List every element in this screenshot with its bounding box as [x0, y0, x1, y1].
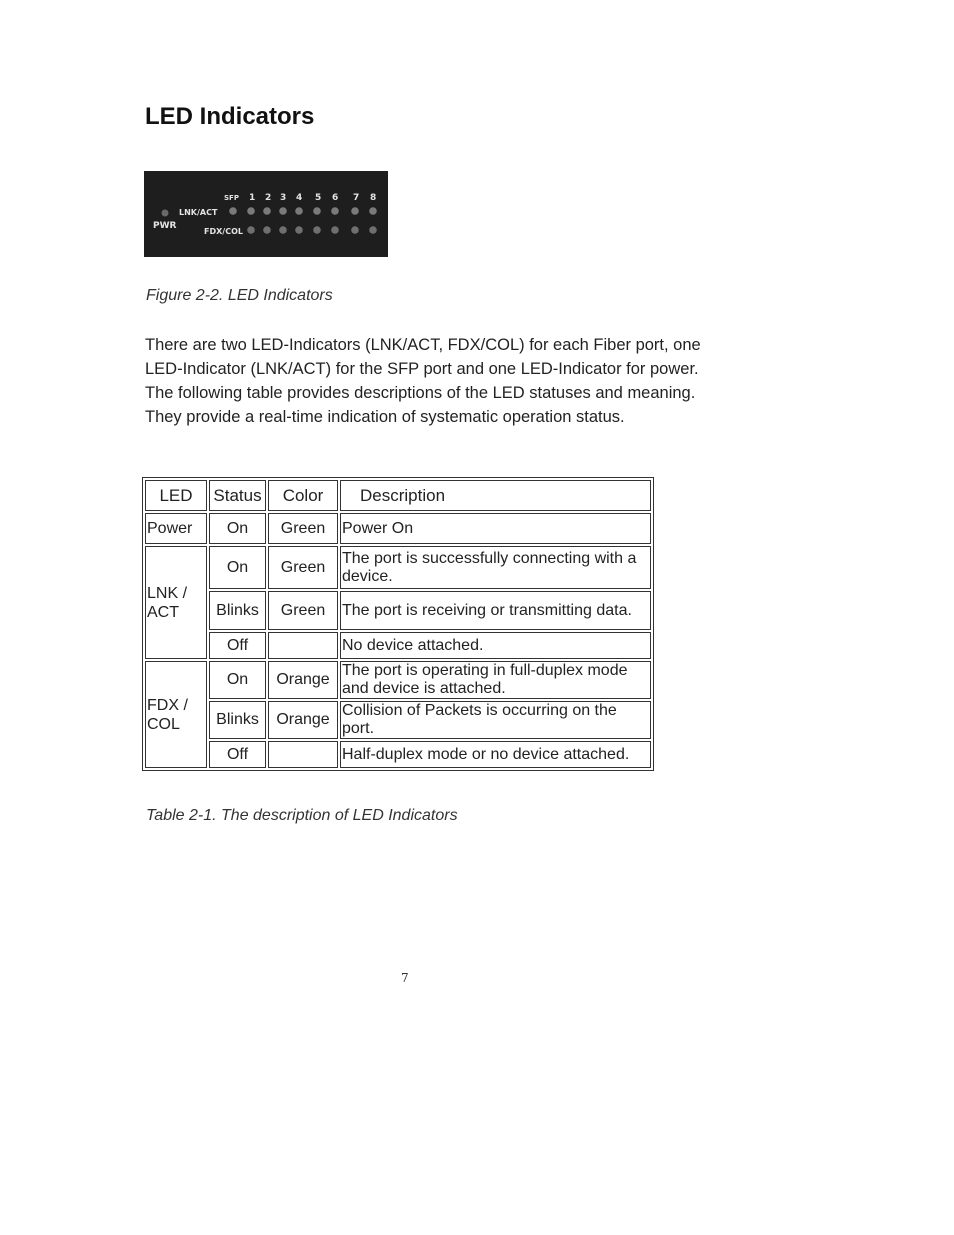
- lnk-led-sfp: [229, 207, 237, 215]
- led-name-part: LNK: [147, 584, 179, 602]
- section-heading: LED Indicators: [145, 103, 315, 130]
- lnk-led-5: [313, 207, 321, 215]
- status-cell: On: [209, 661, 266, 699]
- fdx-led-6: [331, 226, 339, 234]
- lnk-led-2: [263, 207, 271, 215]
- led-table: [142, 477, 654, 771]
- led-name-part: ACT: [147, 603, 179, 621]
- body-paragraph: There are two LED-Indicators (LNK/ACT, FDX/COL) for each Fiber port, one LED-Indicator (LNK/ACT) for the SFP port and one LED-Indicator for power. The following table provides descriptions of the LED statuses and meaning. They provide a real-time indication of systematic operation status.: [145, 336, 701, 426]
- port-label-7: 7: [353, 193, 360, 203]
- fdx-led-5: [313, 226, 321, 234]
- table-row: [145, 701, 651, 739]
- header-description: Description: [340, 480, 651, 511]
- port-label-4: 4: [296, 193, 303, 203]
- description-cell: The port is successfully connecting with a device.: [340, 546, 651, 589]
- row-label-fdx-col: FDX/COL: [204, 227, 243, 236]
- color-cell: Green: [268, 546, 338, 589]
- table-caption: Table 2-1. The description of LED Indicators: [146, 807, 458, 824]
- table-row: [145, 661, 651, 699]
- led-name-part: FDX: [147, 696, 179, 714]
- port-label-sfp: SFP: [224, 194, 239, 202]
- header-color: Color: [268, 480, 338, 511]
- lnk-led-8: [369, 207, 377, 215]
- lnk-led-7: [351, 207, 359, 215]
- table-header-row: [145, 480, 651, 511]
- description-cell: No device attached.: [340, 632, 651, 659]
- color-cell: [268, 632, 338, 659]
- led-name-separator: /: [179, 696, 188, 714]
- description-cell: Half-duplex mode or no device attached.: [340, 741, 651, 768]
- led-panel-photo: [144, 171, 388, 257]
- status-cell: Blinks: [209, 701, 266, 739]
- lnk-led-1: [247, 207, 255, 215]
- row-label-pwr: PWR: [153, 221, 177, 231]
- table-row: [145, 591, 651, 630]
- led-name-power: Power: [145, 513, 207, 544]
- lnk-led-6: [331, 207, 339, 215]
- status-cell: Blinks: [209, 591, 266, 630]
- fdx-led-2: [263, 226, 271, 234]
- description-cell: The port is operating in full-duplex mode and device is attached.: [340, 661, 651, 699]
- port-label-6: 6: [332, 193, 339, 203]
- led-name-part: COL: [147, 715, 180, 733]
- description-cell: Power On: [340, 513, 651, 544]
- color-cell: Green: [268, 591, 338, 630]
- description-cell: Collision of Packets is occurring on the port.: [340, 701, 651, 739]
- table-row: [145, 632, 651, 659]
- pwr-led: [162, 210, 169, 217]
- port-label-5: 5: [315, 193, 322, 203]
- port-label-3: 3: [280, 193, 287, 203]
- fdx-led-3: [279, 226, 287, 234]
- fdx-led-7: [351, 226, 359, 234]
- led-name-separator: /: [178, 584, 188, 602]
- color-cell: [268, 741, 338, 768]
- header-status: Status: [209, 480, 266, 511]
- color-cell: Orange: [268, 661, 338, 699]
- led-name-lnk-act: [145, 546, 207, 659]
- fdx-led-8: [369, 226, 377, 234]
- port-label-2: 2: [265, 193, 272, 203]
- table-row: [145, 741, 651, 768]
- header-led: LED: [145, 480, 207, 511]
- color-cell: Orange: [268, 701, 338, 739]
- status-cell: Off: [209, 632, 266, 659]
- led-panel-graphic: [144, 171, 388, 257]
- status-cell: On: [209, 513, 266, 544]
- port-label-1: 1: [249, 193, 256, 203]
- port-label-8: 8: [370, 193, 377, 203]
- color-cell: Green: [268, 513, 338, 544]
- description-cell: The port is receiving or transmitting data.: [340, 591, 651, 630]
- fdx-led-4: [295, 226, 303, 234]
- status-cell: Off: [209, 741, 266, 768]
- lnk-led-3: [279, 207, 287, 215]
- table-row: [145, 546, 651, 589]
- page-number: 7: [401, 971, 409, 985]
- row-label-lnk-act: LNK/ACT: [179, 208, 218, 217]
- status-cell: On: [209, 546, 266, 589]
- fdx-led-1: [247, 226, 255, 234]
- figure-caption: Figure 2-2. LED Indicators: [146, 287, 333, 304]
- lnk-led-4: [295, 207, 303, 215]
- table-row: [145, 513, 651, 544]
- led-name-fdx-col: [145, 661, 207, 768]
